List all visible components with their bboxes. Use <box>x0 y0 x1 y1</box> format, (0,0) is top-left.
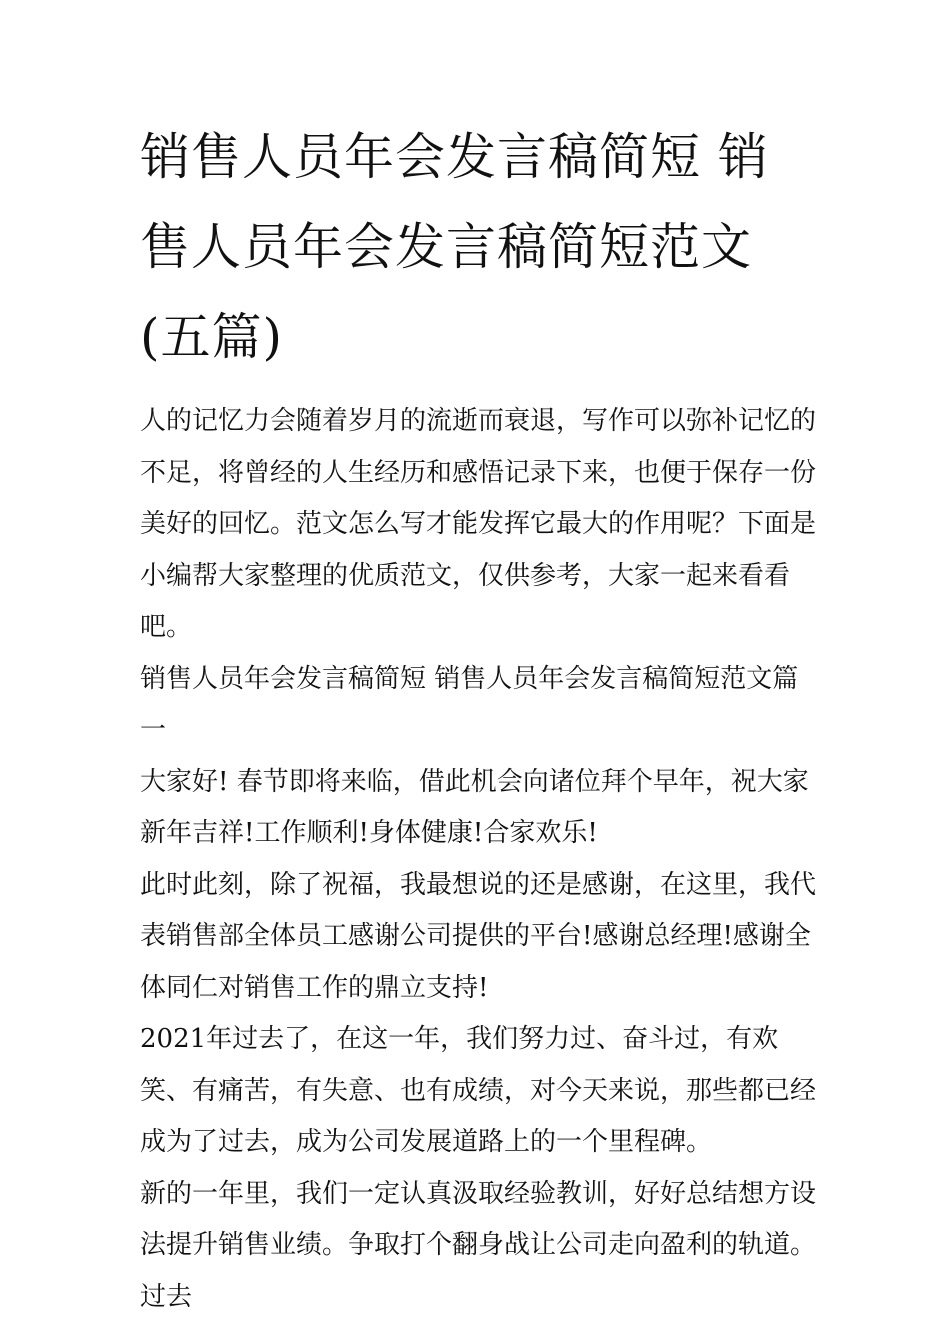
paragraph-section-heading: 销售人员年会发言稿简短 销售人员年会发言稿简短范文篇一 <box>140 654 816 757</box>
paragraph-review: 2021年过去了，在这一年，我们努力过、奋斗过，有欢笑、有痛苦，有失意、也有成绩，对今天来说，那些都已经成为了过去，成为公司发展道路上的一个里程碑。 <box>140 1014 816 1169</box>
document-content <box>140 112 816 1323</box>
paragraph-greeting: 大家好! 春节即将来临，借此机会向诸位拜个早年，祝大家新年吉祥!工作顺利!身体健康!合家欢乐! <box>140 757 816 860</box>
document-body <box>140 396 816 1323</box>
document-title: 销售人员年会发言稿简短 销售人员年会发言稿简短范文(五篇) <box>140 112 816 382</box>
paragraph-thanks: 此时此刻，除了祝福，我最想说的还是感谢，在这里，我代表销售部全体员工感谢公司提供的平台!感谢总经理!感谢全体同仁对销售工作的鼎立支持! <box>140 860 816 1015</box>
paragraph-plans: 新的一年里，我们一定认真汲取经验教训，好好总结想方设法提升销售业绩。争取打个翻身战让公司走向盈利的轨道。过去 <box>140 1169 816 1323</box>
paragraph-intro: 人的记忆力会随着岁月的流逝而衰退，写作可以弥补记忆的不足，将曾经的人生经历和感悟记录下来，也便于保存一份美好的回忆。范文怎么写才能发挥它最大的作用呢？下面是小编帮大家整理的优质范文，仅供参考，大家一起来看看吧。 <box>140 396 816 654</box>
